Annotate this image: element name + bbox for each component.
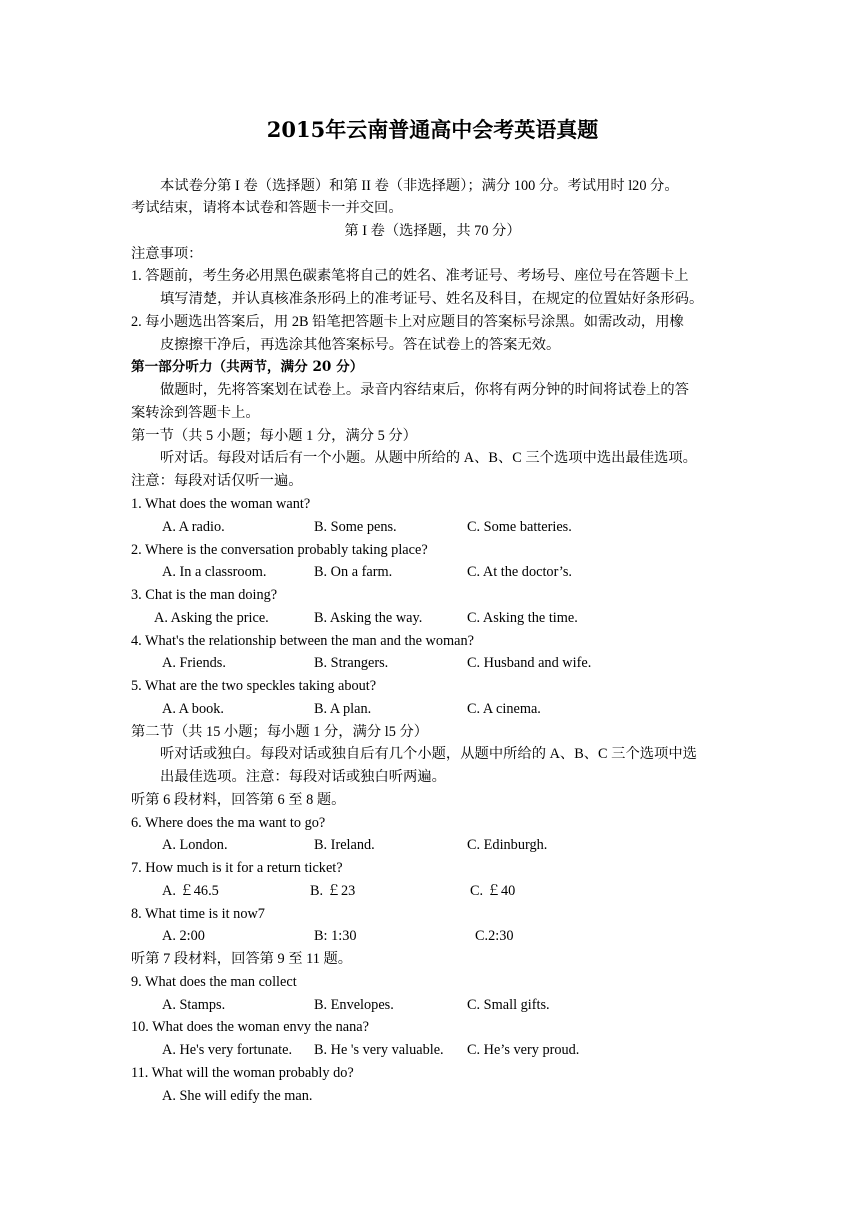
question-6: 6. Where does the ma want to go?	[131, 815, 326, 831]
option-a: A. ￡46.5	[162, 883, 219, 899]
option-a: A. London.	[162, 837, 228, 853]
question-5: 5. What are the two speckles taking about?	[131, 678, 377, 694]
intro-line-1: 本试卷分第 I 卷（选择题）和第 II 卷（非选择题）；满分 100 分。考试用时 l20 分。	[160, 178, 679, 194]
question-10: 10. What does the woman envy the nana?	[131, 1019, 369, 1035]
question-4: 4. What's the relationship between the man and the woman?	[131, 633, 474, 649]
option-c: C. He’s very proud.	[467, 1042, 580, 1058]
option-b: B. Envelopes.	[314, 997, 394, 1013]
option-a: A. A book.	[162, 701, 224, 717]
option-b: B: 1:30	[314, 928, 357, 944]
material-7-heading: 听第 7 段材料，回答第 9 至 11 题。	[131, 951, 353, 967]
sub2-desc-line-2: 出最佳选项。注意：每段对话或独白听两遍。	[160, 769, 446, 785]
notes-heading: 注意事项：	[131, 246, 203, 262]
option-a: A. He's very fortunate.	[162, 1042, 293, 1058]
section1-desc-line-1: 做题时，先将答案划在试卷上。录音内容结束后，你将有两分钟的时间将试卷上的答	[160, 382, 689, 398]
option-c: C. Edinburgh.	[467, 837, 548, 853]
material-6-heading: 听第 6 段材料，回答第 6 至 8 题。	[131, 792, 346, 808]
sub1-desc-line-2: 注意：每段对话仅听一遍。	[131, 473, 303, 489]
option-b: B. On a farm.	[314, 564, 393, 580]
question-3: 3. Chat is the man doing?	[131, 587, 278, 603]
option-b: B. Asking the way.	[314, 610, 423, 626]
option-b: B. He 's very valuable.	[314, 1042, 444, 1058]
question-9: 9. What does the man collect	[131, 974, 297, 990]
option-a: A. A radio.	[162, 519, 225, 535]
option-c: C. Small gifts.	[467, 997, 550, 1013]
sub1-heading: 第一节（共 5 小题；每小题 1 分，满分 5 分）	[131, 428, 417, 444]
option-c: C. ￡40	[470, 883, 516, 899]
option-a: A. In a classroom.	[162, 564, 267, 580]
option-c: C. Some batteries.	[467, 519, 572, 535]
intro-line-2: 考试结束，请将本试卷和答题卡一并交回。	[131, 200, 403, 216]
option-b: B. Strangers.	[314, 655, 389, 671]
option-a: A. Stamps.	[162, 997, 226, 1013]
page-title: 2015年云南普通高中会考英语真题	[266, 117, 599, 142]
option-a: A. She will edify the man.	[162, 1088, 313, 1104]
note-item-1-line-1: 1. 答题前，考生务必用黑色碳素笔将自己的姓名、准考证号、考场号、座位号在答题卡上	[131, 268, 689, 284]
option-a: A. 2:00	[162, 928, 205, 944]
option-a: A. Asking the price.	[154, 610, 269, 626]
question-8: 8. What time is it now7	[131, 906, 265, 922]
option-b: B. Ireland.	[314, 837, 375, 853]
option-c: C.2:30	[475, 928, 514, 944]
option-a: A. Friends.	[162, 655, 226, 671]
question-7: 7. How much is it for a return ticket?	[131, 860, 343, 876]
option-b: B. ￡23	[310, 883, 356, 899]
note-item-2-line-2: 皮擦擦干净后，再选涂其他答案标号。答在试卷上的答案无效。	[160, 337, 561, 353]
option-b: B. Some pens.	[314, 519, 397, 535]
question-11: 11. What will the woman probably do?	[131, 1065, 354, 1081]
section1-heading: 第一部分听力（共两节，满分 20 分）	[131, 359, 364, 375]
question-1: 1. What does the woman want?	[131, 496, 311, 512]
question-2: 2. Where is the conversation probably taking place?	[131, 542, 428, 558]
option-c: C. Asking the time.	[467, 610, 578, 626]
sub2-heading: 第二节（共 15 小题；每小题 1 分，满分 l5 分）	[131, 724, 429, 740]
option-c: C. Husband and wife.	[467, 655, 592, 671]
section1-desc-line-2: 案转涂到答题卡上。	[131, 405, 260, 421]
note-item-2-line-1: 2. 每小题选出答案后，用 2B 铅笔把答题卡上对应题目的答案标号涂黑。如需改动，用橡	[131, 314, 684, 330]
part1-heading: 第 I 卷（选择题，共 70 分）	[344, 223, 521, 239]
note-item-1-line-2: 填写清楚，并认真核准条形码上的准考证号、姓名及科目，在规定的位置姑好条形码。	[160, 291, 704, 307]
option-c: C. At the doctor’s.	[467, 564, 572, 580]
sub2-desc-line-1: 听对话或独白。每段对话或独自后有几个小题，从题中所给的 A、B、C 三个选项中选	[160, 746, 697, 762]
sub1-desc-line-1: 听对话。每段对话后有一个小题。从题中所给的 A、B、C 三个选项中选出最佳选项。	[160, 450, 697, 466]
option-b: B. A plan.	[314, 701, 372, 717]
option-c: C. A cinema.	[467, 701, 541, 717]
